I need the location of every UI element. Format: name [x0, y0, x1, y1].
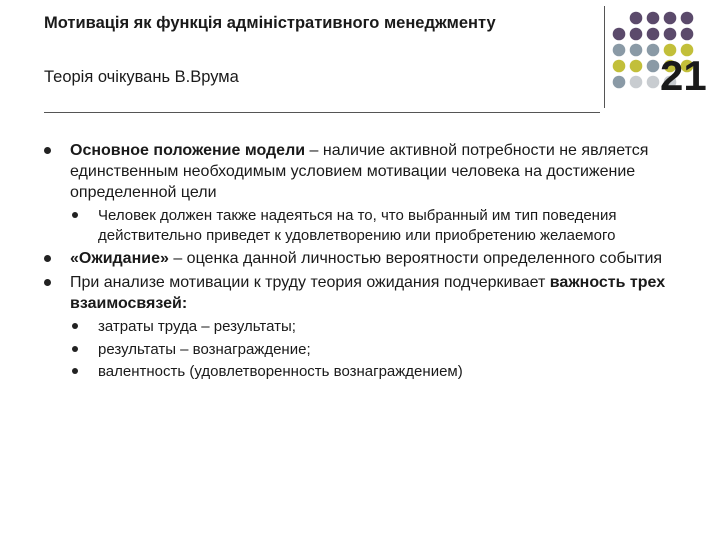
- decorative-dot: [630, 28, 643, 41]
- decorative-dot: [681, 12, 694, 25]
- bullet-main-3: [44, 272, 684, 314]
- slide-title: Мотивація як функція адміністративного менеджменту: [44, 14, 496, 32]
- decorative-dot: [613, 44, 626, 57]
- decorative-dot: [647, 60, 660, 73]
- bullet-2-bold: «Ожидание»: [70, 250, 169, 267]
- decorative-dot: [647, 28, 660, 41]
- decorative-dot: [647, 76, 660, 89]
- bullet-sub-3c-text: валентность (удовлетворенность вознаграждением): [98, 363, 463, 380]
- decorative-dot: [613, 76, 626, 89]
- bullet-sub-3b-text: результаты – вознаграждение;: [98, 340, 311, 358]
- slide-number: 21: [660, 52, 707, 99]
- decorative-dot: [647, 44, 660, 57]
- bullet-dot-icon: [72, 323, 78, 329]
- horizontal-divider: [44, 112, 600, 113]
- slide-subtitle: Теорія очікувань В.Врума: [44, 68, 239, 86]
- decorative-dot: [664, 12, 677, 25]
- decorative-dot: [630, 12, 643, 25]
- decorative-dot: [613, 28, 626, 41]
- decorative-dot: [664, 28, 677, 41]
- vertical-divider: [604, 6, 605, 108]
- bullet-dot-icon: [72, 212, 78, 218]
- bullet-2-text: – оценка данной личностью вероятности определенного события: [168, 250, 663, 267]
- bullet-sub-3c: [44, 362, 684, 382]
- bullet-sub-3a: [44, 317, 684, 337]
- slide-body: [44, 140, 684, 385]
- bullet-sub-1: [44, 206, 684, 245]
- bullet-3-bold: важность трех взаимосвязей:: [70, 274, 666, 312]
- bullet-1-bold: Основное положение модели: [70, 142, 306, 159]
- decorative-dot: [613, 60, 626, 73]
- bullet-sub-1-text: Человек должен также надеяться на то, что выбранный им тип поведения действительно приведет к удовлетворению или приобретению желаемого: [98, 207, 617, 244]
- bullet-dot-icon: [44, 147, 51, 154]
- bullet-main-2: [44, 248, 684, 269]
- bullet-dot-icon: [72, 368, 78, 374]
- bullet-sub-3b: [44, 340, 684, 360]
- bullet-dot-icon: [44, 255, 51, 262]
- decorative-dot: [681, 28, 694, 41]
- bullet-3-text: При анализе мотивации к труду теория ожидания подчеркивает: [70, 274, 550, 291]
- decorative-dot: [630, 44, 643, 57]
- bullet-dot-icon: [72, 346, 78, 352]
- bullet-sub-3a-text: затраты труда – результаты;: [98, 318, 296, 335]
- bullet-1-text: – наличие активной потребности не является единственным необходимым условием мотивации человека на достижение определенной цели: [70, 142, 649, 201]
- decorative-dot: [630, 60, 643, 73]
- decorative-dot: [647, 12, 660, 25]
- bullet-dot-icon: [44, 279, 51, 286]
- bullet-main-1: [44, 140, 684, 203]
- decorative-dot: [630, 76, 643, 89]
